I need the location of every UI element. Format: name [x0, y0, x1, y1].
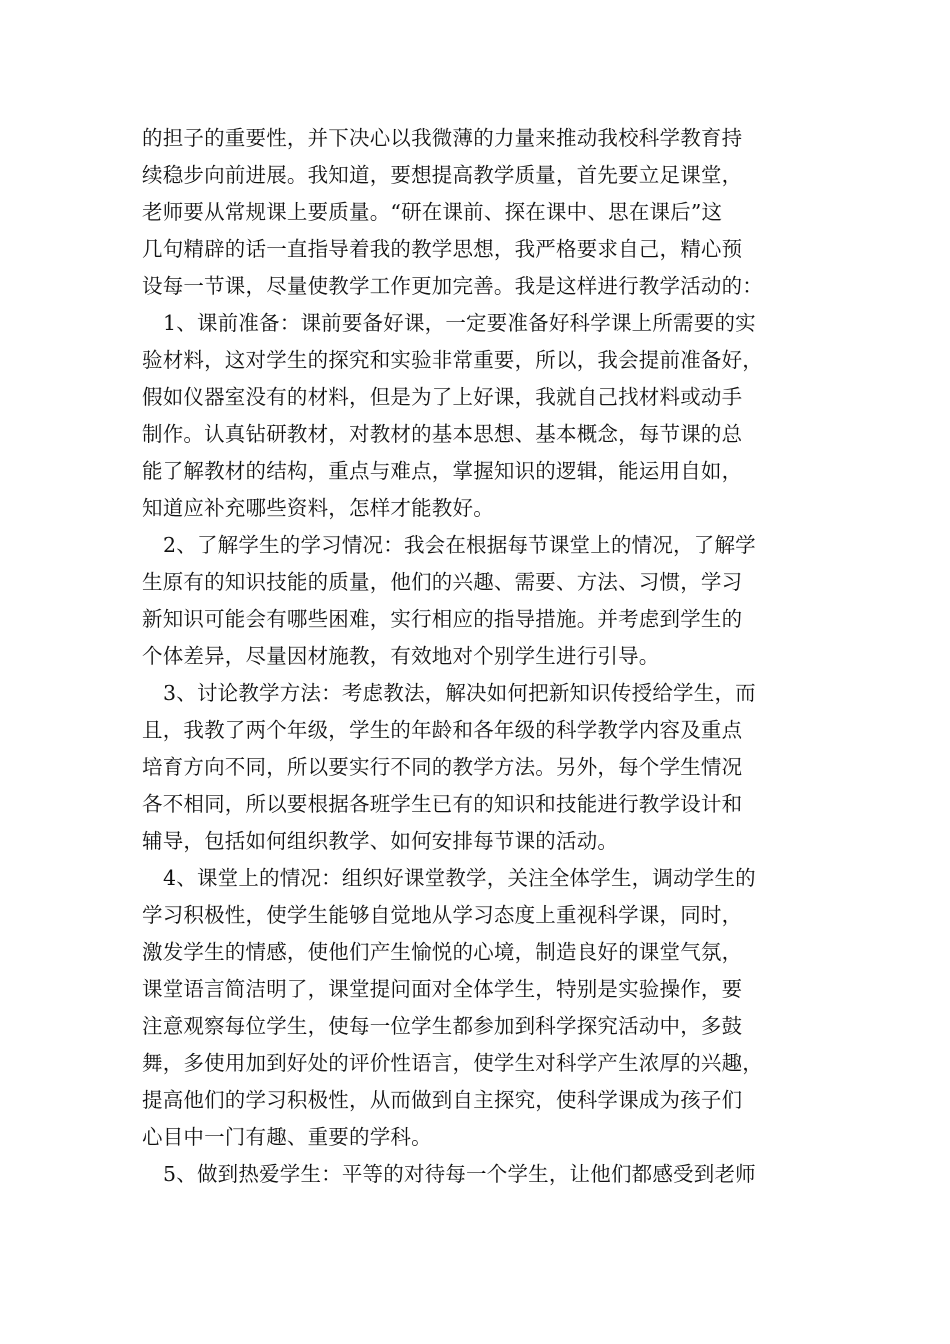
paragraph-start-line: 4、课堂上的情况：组织好课堂教学，关注全体学生，调动学生的: [163, 866, 756, 890]
text-line: 培育方向不同，所以要实行不同的教学方法。另外，每个学生情况: [142, 755, 743, 779]
text-line: 提高他们的学习积极性，从而做到自主探究，使科学课成为孩子们: [142, 1088, 743, 1112]
text-line: 舞，多使用加到好处的评价性语言，使学生对科学产生浓厚的兴趣，: [142, 1051, 763, 1075]
text-line: 且，我教了两个年级，学生的年龄和各年级的科学教学内容及重点: [142, 718, 743, 742]
text-line: 设每一节课，尽量使教学工作更加完善。我是这样进行教学活动的：: [142, 274, 763, 298]
paragraph-start-line: 3、讨论教学方法：考虑教法，解决如何把新知识传授给学生，而: [163, 681, 756, 705]
text-line: 验材料，这对学生的探究和实验非常重要，所以，我会提前准备好，: [142, 348, 763, 372]
text-line: 老师要从常规课上要质量。“研在课前、探在课中、思在课后”这: [142, 200, 723, 224]
paragraph-start-line: 5、做到热爱学生：平等的对待每一个学生，让他们都感受到老师: [163, 1162, 756, 1186]
text-line: 新知识可能会有哪些困难，实行相应的指导措施。并考虑到学生的: [142, 607, 743, 631]
text-line: 注意观察每位学生，使每一位学生都参加到科学探究活动中，多鼓: [142, 1014, 743, 1038]
text-line: 的担子的重要性，并下决心以我微薄的力量来推动我校科学教育持: [142, 126, 743, 150]
text-line: 心目中一门有趣、重要的学科。: [142, 1125, 432, 1149]
text-line: 几句精辟的话一直指导着我的教学思想，我严格要求自己，精心预: [142, 237, 743, 261]
text-line: 续稳步向前进展。我知道，要想提高教学质量，首先要立足课堂，: [142, 163, 743, 187]
text-line: 生原有的知识技能的质量，他们的兴趣、需要、方法、习惯，学习: [142, 570, 743, 594]
text-line: 学习积极性，使学生能够自觉地从学习态度上重视科学课，同时，: [142, 903, 743, 927]
paragraph-start-line: 1、课前准备：课前要备好课，一定要准备好科学课上所需要的实: [163, 311, 756, 335]
text-line: 制作。认真钻研教材，对教材的基本思想、基本概念，每节课的总: [142, 422, 743, 446]
document-body: [142, 120, 822, 1193]
text-line: 各不相同，所以要根据各班学生已有的知识和技能进行教学设计和: [142, 792, 743, 816]
text-line: 激发学生的情感，使他们产生愉悦的心境，制造良好的课堂气氛，: [142, 940, 743, 964]
text-line: 课堂语言简洁明了，课堂提问面对全体学生，特别是实验操作，要: [142, 977, 743, 1001]
text-line: 知道应补充哪些资料，怎样才能教好。: [142, 496, 494, 520]
paragraph-start-line: 2、了解学生的学习情况：我会在根据每节课堂上的情况，了解学: [163, 533, 756, 557]
text-line: 假如仪器室没有的材料，但是为了上好课，我就自己找材料或动手: [142, 385, 743, 409]
text-line: 辅导，包括如何组织教学、如何安排每节课的活动。: [142, 829, 619, 853]
text-line: 能了解教材的结构，重点与难点，掌握知识的逻辑，能运用自如，: [142, 459, 743, 483]
text-line: 个体差异，尽量因材施教，有效地对个别学生进行引导。: [142, 644, 660, 668]
